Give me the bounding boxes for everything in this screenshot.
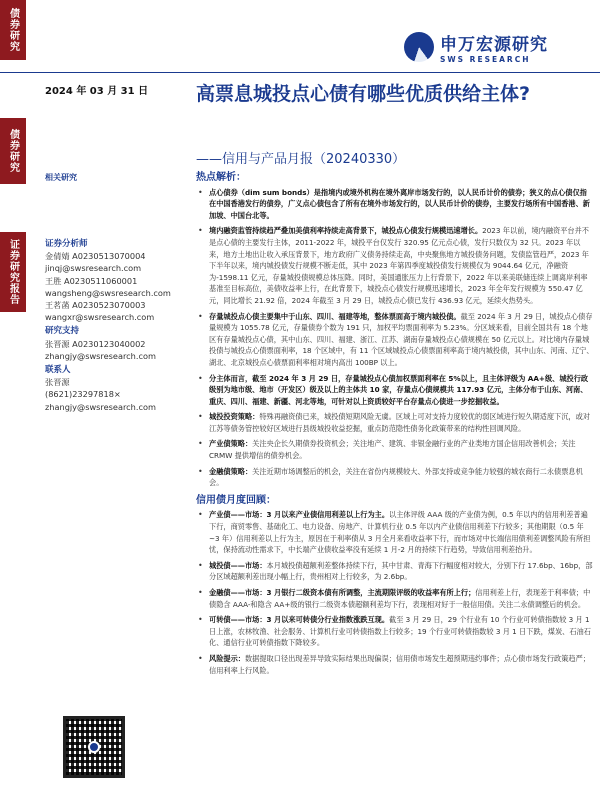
bullet-lead: 分主体而言，截至 2024 年 3 月 29 日，存量城投点心债加权票面利率在 5%以上，且主体评级为 AA+级、城投行政级别为地市级、地市（开发区）级及以上的主体共 10 家，存量点心债规模共 117.93 亿元，主体分布于山东、河南、重庆、四川、福建、新疆、河北等地，可针对以上资质较好平台存量点心债进一步挖掘收益。 — [209, 373, 589, 406]
bullet-item — [196, 509, 594, 555]
side-tab-middle: 债券研究 — [0, 118, 26, 184]
bullet-text: 2023 年以前，境内融资平台并不是点心债的主要发行主体，2011-2022 年，城投平台仅发行 320.95 亿元点心债，发行只数仅为 32 只。2023 年以来，地方土地出让收入承压背景下，地方政府广义债务持续走高，中央聚焦地方城投债务问题，发债监管趋严，2023 年下半年以来，境内城投债发行规模不断走低，其中 2023 年第四季度城投债发行规模仅为 9044.64 亿元，净融资为-1598.11 亿元，存量城投债规模总体压降。同时，美国通胀压力上行背景下，2022 年以来美联储连续上调离岸利率基准至目标高位，美债收益率上行，在此背景下，城投点心债发行规模迅速增长，2023 年全年发行规模为 550.47 亿元，同比增长 21.92 倍，2024 年截至 3 月 29 日，城投点心债已发行 436.93 亿元，延续火热势头。 — [209, 226, 589, 305]
related-research-label: 相关研究 — [45, 173, 77, 182]
logo-name-en: SWS RESEARCH — [440, 55, 531, 64]
report-title: 高票息城投点心债有哪些优质供给主体? — [196, 83, 531, 105]
bullet-item — [196, 653, 594, 676]
bullet-item — [196, 225, 594, 306]
bullet-lead: 产业债策略： — [209, 439, 253, 449]
bullet-text: 以主体评级 AAA 级的产业债为例，0.5 年以内的信用利差普遍下行，商贸零售、基础化工、电力设备、房地产、计算机行业 0.5 年以内产业债信用利差下行较多；其他期限（0.5 年~3 年）信用利差以上行为主，原因在于利率债从 3 月全月来看收益率下行，而市场对中长端信用债利差调整风险有所担忧，保持流动性需求下，中长端产业债收益率没有延续 1 月-2 月的持续下行趋势，导致信用利差抬升。 — [209, 510, 591, 555]
support-line: zhangjy@swsresearch.com — [45, 350, 156, 361]
report-subtitle: ——信用与产品月报（20240330） — [196, 152, 406, 167]
bullet-text: 截至 3 月 29 日，29 个行业有 10 个行业可转债指数较 3 月 1 日上涨，农林牧渔、社会服务、计算机行业可转债指数上行较多；19 个行业可转债指数较 3 月 1 日下跌，煤炭、石油石化、通信行业可转债指数下降较多。 — [209, 615, 591, 648]
bullet-lead: 风险提示： — [209, 653, 245, 663]
contact-line: zhangjy@swsresearch.com — [45, 401, 156, 412]
bullet-lead: 点心债券（dim sum bonds）是指境内或境外机构在境外离岸市场发行的，以人民币计价的债券；狭义的点心债仅指在中国香港发行的债券，广义点心债包含了所有在境外市场发行的，以人民币计价的债券，主要发行场所有中国香港、新加坡、中国台北等。 — [209, 187, 590, 220]
summary-body — [196, 172, 594, 680]
bullet-text: 关注央企长久期债券投资机会；关注地产、建筑、非银金融行业的产业类地方国企信用改善机会；关注 CRMW 提供增信的债券机会。 — [209, 439, 576, 461]
side-tab-top: 债券研究 — [0, 0, 26, 60]
bullet-item — [196, 411, 594, 434]
bullet-item — [196, 187, 594, 222]
analyst-line: 王茗菡 A0230523070003 — [45, 300, 146, 311]
bullet-item — [196, 587, 594, 610]
analyst-line: 金倩婧 A0230513070004 — [45, 251, 146, 262]
contact-line: (8621)23297818× — [45, 389, 121, 400]
bullet-lead: 境内融资监管持续趋严叠加美债利率持续走高背景下，城投点心债发行规模迅速增长。 — [209, 226, 483, 236]
bullet-item — [196, 466, 594, 489]
analyst-line: wangxr@swsresearch.com — [45, 312, 155, 323]
contact-label: 联系人 — [45, 365, 71, 376]
monthly-review-heading: 信用债月度回顾： — [196, 494, 276, 506]
brand-logo — [404, 30, 548, 64]
bullet-item — [196, 311, 594, 369]
bullet-item — [196, 373, 594, 408]
logo-icon — [404, 32, 434, 62]
logo-name: 申万宏源研究 — [440, 35, 548, 55]
bullet-text: 信用利差上行，表现差于利率债；中债隐含 AAA-和隐含 AA+级的银行二级资本债超额利差均下行，表现相对好于一般信用债。关注二永债调整后的机会。 — [209, 588, 591, 609]
analyst-line: wangsheng@swsresearch.com — [45, 287, 171, 298]
bullet-lead: 存量城投点心债主要集中于山东、四川、福建等地，整体票面高于境内城投债。 — [209, 311, 461, 321]
analysts-label: 证券分析师 — [45, 239, 88, 249]
bullet-text: 截至 2024 年 3 月 29 日，城投点心债存量规模为 1055.78 亿元，存量债券个数为 191 只，加权平均票面利率为 5.23%。分区域来看，目前全国共有 18 个地区有存量城投点心债，其中山东、四川、福建、浙江、江苏、湖南存量城投点心债规模在 50 亿元以上。对比境内存量城投债与城投点心债票面利率，18 个区域中，有 11 个区域城投点心债票面利率高于境内城投债，其中山东、河南、辽宁、湖北、北京城投点心债票面利率相对境内高出 100BP 以上。 — [209, 311, 594, 367]
bullet-lead: 城投债——市场： — [209, 560, 267, 570]
support-line: 张晋源 A0230123040002 — [45, 338, 146, 349]
analyst-line: jinqj@swsresearch.com — [45, 263, 142, 274]
bullet-text: 特殊再融资债已来，城投债短期风险无虞。区域上可对支持力度较优的弱区域进行短久期适度下沉，或对江苏等债务管控较好区域进行县级城投收益挖掘，重点防范隐性债务化政策带来的结构性回调风险。 — [209, 412, 590, 433]
hot-topics-list — [196, 187, 594, 489]
contact-block — [45, 236, 193, 413]
monthly-review-list — [196, 509, 594, 676]
bullet-lead: 城投投资策略： — [209, 412, 260, 422]
bullet-lead: 金融债策略： — [209, 466, 253, 476]
bullet-text: 数据提取口径出现差异导致实际结果出现偏误；信用债市场发生超预期违约事件；点心债市场发行政策趋严；信用利率上行风险。 — [209, 653, 590, 675]
bullet-item — [196, 560, 594, 583]
bullet-item — [196, 438, 594, 461]
analyst-line: 王胜 A0230511060001 — [45, 275, 138, 286]
bullet-item — [196, 614, 594, 649]
side-tab-bottom: 证券研究报告 — [0, 232, 26, 312]
report-date: 2024 年 03 月 31 日 — [45, 86, 149, 97]
qr-center-logo-icon — [88, 741, 100, 753]
contact-line: 张晋源 — [45, 377, 70, 388]
bullet-lead: 产业债——市场：3 月以来产业债信用利差以上行为主。 — [209, 510, 390, 520]
support-label: 研究支持 — [45, 326, 80, 337]
bullet-text: 本月城投债超额利差整体持续下行，其中甘肃、青海下行幅度相对较大，分别下行 17.6bp、16bp，部分区域超额利差出现小幅上行，贵州相对上行较多，为 2.6bp。 — [209, 560, 593, 582]
bullet-lead: 金融债——市场：3 月银行二级资本债有所调整，主流期限评级的收益率有所上行； — [209, 588, 476, 597]
hot-topics-heading: 热点解析： — [196, 172, 246, 183]
header-divider — [0, 72, 600, 73]
bullet-lead: 可转债——市场：3 月以来可转债分行业指数涨跌互现。 — [209, 615, 390, 625]
bullet-text: 关注近期市场调整后的机会，关注在省份内规模较大、外部支持或竞争能力较强的城农商行二永债票息机会。 — [209, 466, 583, 488]
